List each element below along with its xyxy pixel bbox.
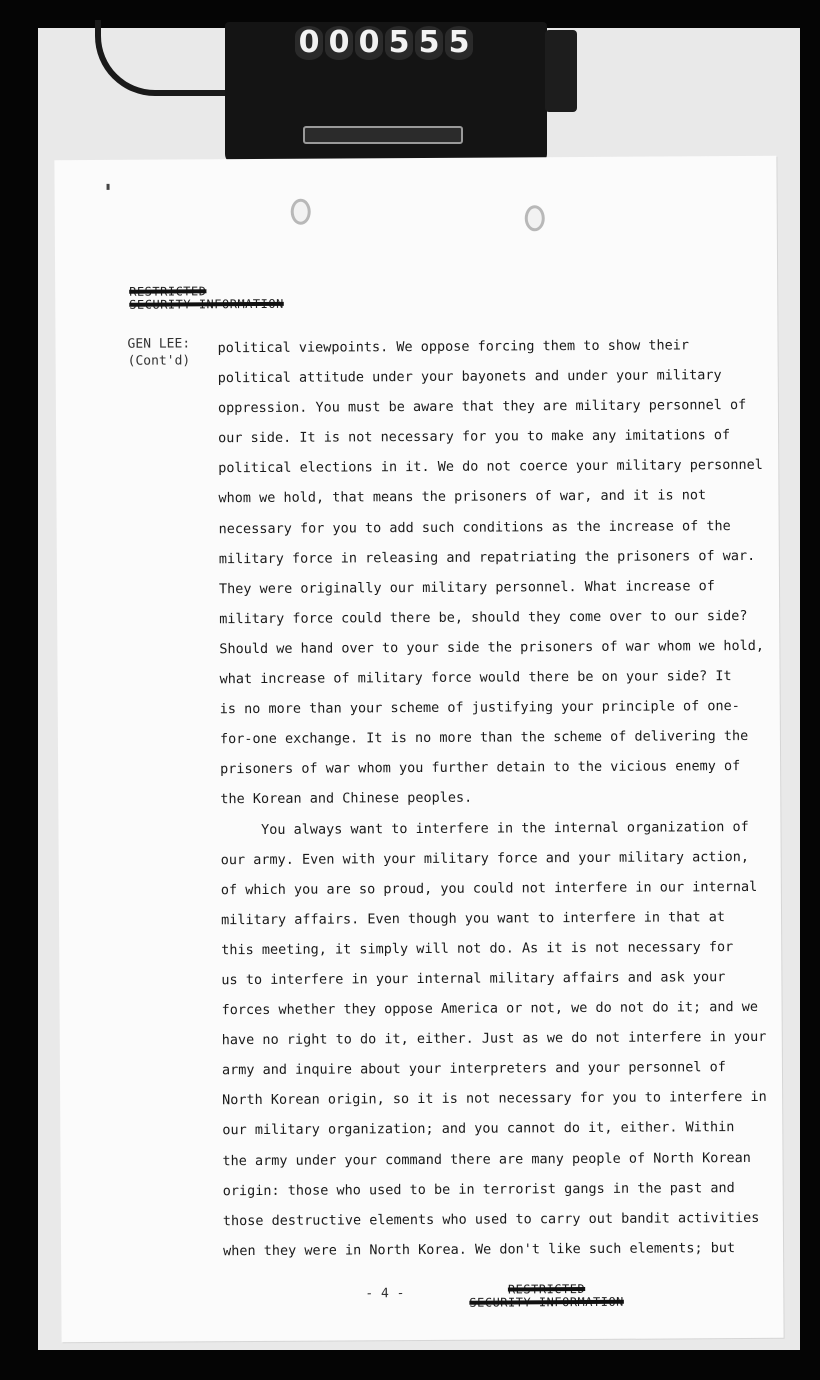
text-line: our side. It is not necessary for you to make any imitations of (218, 427, 731, 447)
punch-hole (291, 199, 311, 225)
page-number: - 4 - (365, 1286, 405, 1302)
classification-footer (469, 1283, 624, 1310)
counter-slot (303, 126, 463, 144)
text-line: forces whether they oppose America or not, we do not do it; and we (221, 998, 759, 1019)
text-line: political elections in it. We do not coerce your military personnel (218, 457, 763, 477)
text-line: of which you are so proud, you could not interfere in our internal (220, 878, 758, 898)
text-line: this meeting, it simply will not do. As it is not necessary for (221, 938, 734, 959)
speaker-continued: (Cont'd) (127, 353, 191, 369)
text-line: what increase of military force would there be on your side? It (219, 668, 732, 688)
text-line: military affairs. Even though you want to interfere in that at (220, 908, 726, 928)
counter-digit: 0 (295, 26, 323, 60)
text-line: North Korean origin, so it is not necessary for you to interfere in (222, 1089, 767, 1109)
text-line: military force could there be, should they come over to our side? (219, 607, 748, 628)
transcript-body (217, 330, 767, 1266)
counter-digit: 0 (325, 26, 353, 60)
text-line: army and inquire about your interpreters and your personnel of (221, 1059, 726, 1079)
counter-digit: 0 (355, 26, 383, 60)
text-line: You always want to interfere in the internal organization of (220, 818, 749, 838)
text-line: our army. Even with your military force and your military action, (220, 848, 750, 868)
speaker-label (127, 335, 190, 369)
counter-bracket (545, 30, 577, 112)
counter-digit: 5 (415, 26, 443, 60)
frame-counter (225, 22, 547, 164)
text-line: Should we hand over to your side the prisoners of war whom we hold, (219, 637, 764, 658)
counter-digit: 5 (445, 26, 473, 60)
text-line: us to interfere in your internal military affairs and ask your (221, 969, 726, 989)
text-line: those destructive elements who used to carry out bandit activities (222, 1209, 760, 1229)
text-line: our military organization; and you cannot do it, either. Within (222, 1119, 735, 1139)
classification-line: RESTRICTED (507, 1281, 586, 1297)
text-line: origin: those who used to be in terrorist gangs in the past and (222, 1179, 735, 1199)
classification-header (129, 285, 284, 312)
page-mark (107, 184, 110, 190)
text-line: military force in releasing and repatriating the prisoners of war. (218, 547, 756, 567)
counter-digits (295, 26, 473, 60)
text-line: political attitude under your bayonets and under your military (217, 367, 722, 387)
text-line: the army under your command there are many people of North Korean (222, 1149, 751, 1169)
text-line: when they were in North Korea. We don't like such elements; but (223, 1239, 736, 1260)
text-line: is no more than your scheme of justifying your principle of one- (219, 698, 740, 718)
classification-line: SECURITY INFORMATION (469, 1294, 624, 1310)
classification-line: RESTRICTED (129, 284, 207, 299)
document-page (54, 156, 783, 1342)
text-line: They were originally our military personnel. What increase of (218, 577, 715, 597)
text-line: for-one exchange. It is no more than the scheme of delivering the (219, 728, 749, 748)
text-line: the Korean and Chinese peoples. (220, 790, 473, 808)
classification-line: SECURITY INFORMATION (129, 296, 284, 312)
text-line: whom we hold, that means the prisoners of war, and it is not (218, 487, 707, 507)
punch-hole (525, 205, 545, 231)
text-line: have no right to do it, either. Just as we do not interfere in your (221, 1029, 767, 1049)
counter-digit: 5 (385, 26, 413, 60)
text-line: oppression. You must be aware that they are military personnel of (217, 397, 747, 417)
speaker-name: GEN LEE: (127, 336, 191, 352)
text-line: necessary for you to add such conditions as the increase of the (218, 517, 731, 537)
text-line: political viewpoints. We oppose forcing them to show their (217, 337, 689, 357)
text-line: prisoners of war whom you further detain to the vicious enemy of (220, 758, 741, 778)
